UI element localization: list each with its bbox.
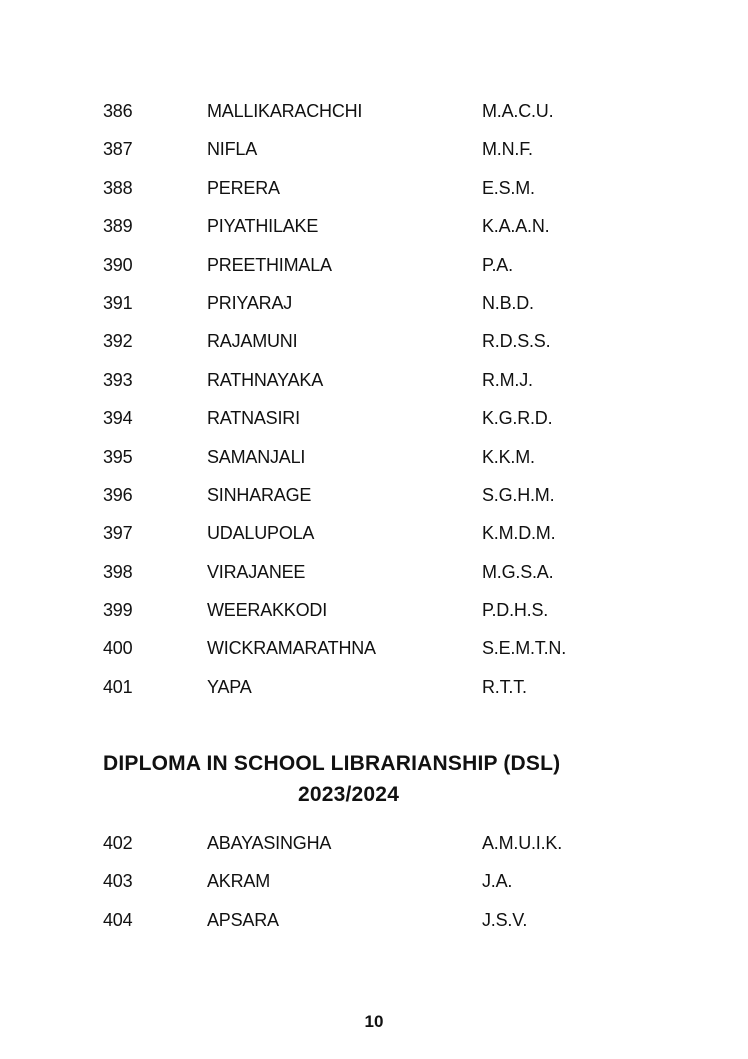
entry-surname: NIFLA	[207, 139, 258, 160]
entry-number: 391	[103, 292, 133, 313]
list-row	[0, 322, 748, 360]
entry-number: 399	[103, 600, 133, 621]
list-row	[0, 553, 748, 591]
entry-number: 402	[103, 833, 133, 853]
entry-initials: K.K.M.	[482, 446, 535, 467]
entry-initials: P.D.H.S.	[482, 600, 549, 621]
list-row	[0, 862, 748, 900]
entry-initials: J.S.V.	[482, 909, 528, 930]
entry-surname: PERERA	[207, 177, 280, 198]
entry-initials: A.M.U.I.K.	[482, 833, 563, 853]
entry-surname: PIYATHILAKE	[207, 216, 319, 237]
section-heading	[0, 748, 748, 810]
section-heading-year: 2023/2024	[298, 783, 400, 806]
page-number: 10	[364, 1012, 384, 1031]
list-row	[0, 901, 748, 939]
entry-number: 389	[103, 216, 133, 237]
entry-initials: E.S.M.	[482, 177, 535, 198]
entry-initials: S.E.M.T.N.	[482, 638, 567, 659]
entry-number: 401	[103, 676, 133, 697]
entry-initials: K.G.R.D.	[482, 408, 553, 429]
list-row	[0, 361, 748, 399]
entry-number: 390	[103, 254, 133, 275]
list-row	[0, 824, 748, 862]
entry-initials: K.A.A.N.	[482, 216, 550, 237]
entry-initials: S.G.H.M.	[482, 484, 555, 505]
list-row	[0, 514, 748, 552]
entry-surname: PRIYARAJ	[207, 292, 293, 313]
name-list-continued	[0, 92, 748, 706]
entry-number: 392	[103, 331, 133, 352]
section-heading-title: DIPLOMA IN SCHOOL LIBRARIANSHIP (DSL)	[103, 752, 561, 775]
entry-number: 395	[103, 446, 133, 467]
list-row	[0, 629, 748, 667]
entry-number: 387	[103, 139, 133, 160]
entry-initials: R.T.T.	[482, 676, 527, 697]
entry-number: 400	[103, 638, 133, 659]
list-row	[0, 284, 748, 322]
entry-initials: R.M.J.	[482, 369, 533, 390]
entry-surname: RAJAMUNI	[207, 331, 298, 352]
entry-number: 386	[103, 101, 133, 121]
list-row	[0, 207, 748, 245]
entry-surname: SAMANJALI	[207, 446, 306, 467]
entry-surname: UDALUPOLA	[207, 523, 315, 544]
entry-initials: R.D.S.S.	[482, 331, 551, 352]
list-row	[0, 438, 748, 476]
entry-number: 396	[103, 484, 133, 505]
list-row	[0, 399, 748, 437]
entry-surname: VIRAJANEE	[207, 561, 306, 582]
entry-surname: AKRAM	[207, 871, 271, 892]
entry-surname: SINHARAGE	[207, 484, 312, 505]
entry-surname: PREETHIMALA	[207, 254, 332, 275]
entry-initials: K.M.D.M.	[482, 523, 556, 544]
entry-initials: N.B.D.	[482, 292, 534, 313]
entry-surname: RATHNAYAKA	[207, 369, 324, 390]
entry-number: 404	[103, 909, 133, 930]
entry-surname: APSARA	[207, 909, 279, 930]
list-row	[0, 668, 748, 706]
entry-surname: MALLIKARACHCHI	[207, 101, 363, 121]
entry-initials: M.A.C.U.	[482, 101, 554, 121]
entry-surname: WEERAKKODI	[207, 600, 328, 621]
entry-number: 403	[103, 871, 133, 892]
entry-surname: RATNASIRI	[207, 408, 300, 429]
list-row	[0, 246, 748, 284]
list-row	[0, 92, 748, 130]
entry-surname: ABAYASINGHA	[207, 833, 332, 853]
list-row	[0, 591, 748, 629]
entry-initials: M.N.F.	[482, 139, 533, 160]
entry-surname: YAPA	[207, 676, 252, 697]
entry-number: 388	[103, 177, 133, 198]
entry-initials: P.A.	[482, 254, 513, 275]
list-row	[0, 169, 748, 207]
entry-initials: M.G.S.A.	[482, 561, 554, 582]
entry-number: 398	[103, 561, 133, 582]
entry-number: 397	[103, 523, 133, 544]
list-row	[0, 130, 748, 168]
entry-number: 394	[103, 408, 133, 429]
list-row	[0, 476, 748, 514]
entry-initials: J.A.	[482, 871, 513, 892]
entry-number: 393	[103, 369, 133, 390]
name-list-dsl	[0, 824, 748, 939]
entry-surname: WICKRAMARATHNA	[207, 638, 376, 659]
